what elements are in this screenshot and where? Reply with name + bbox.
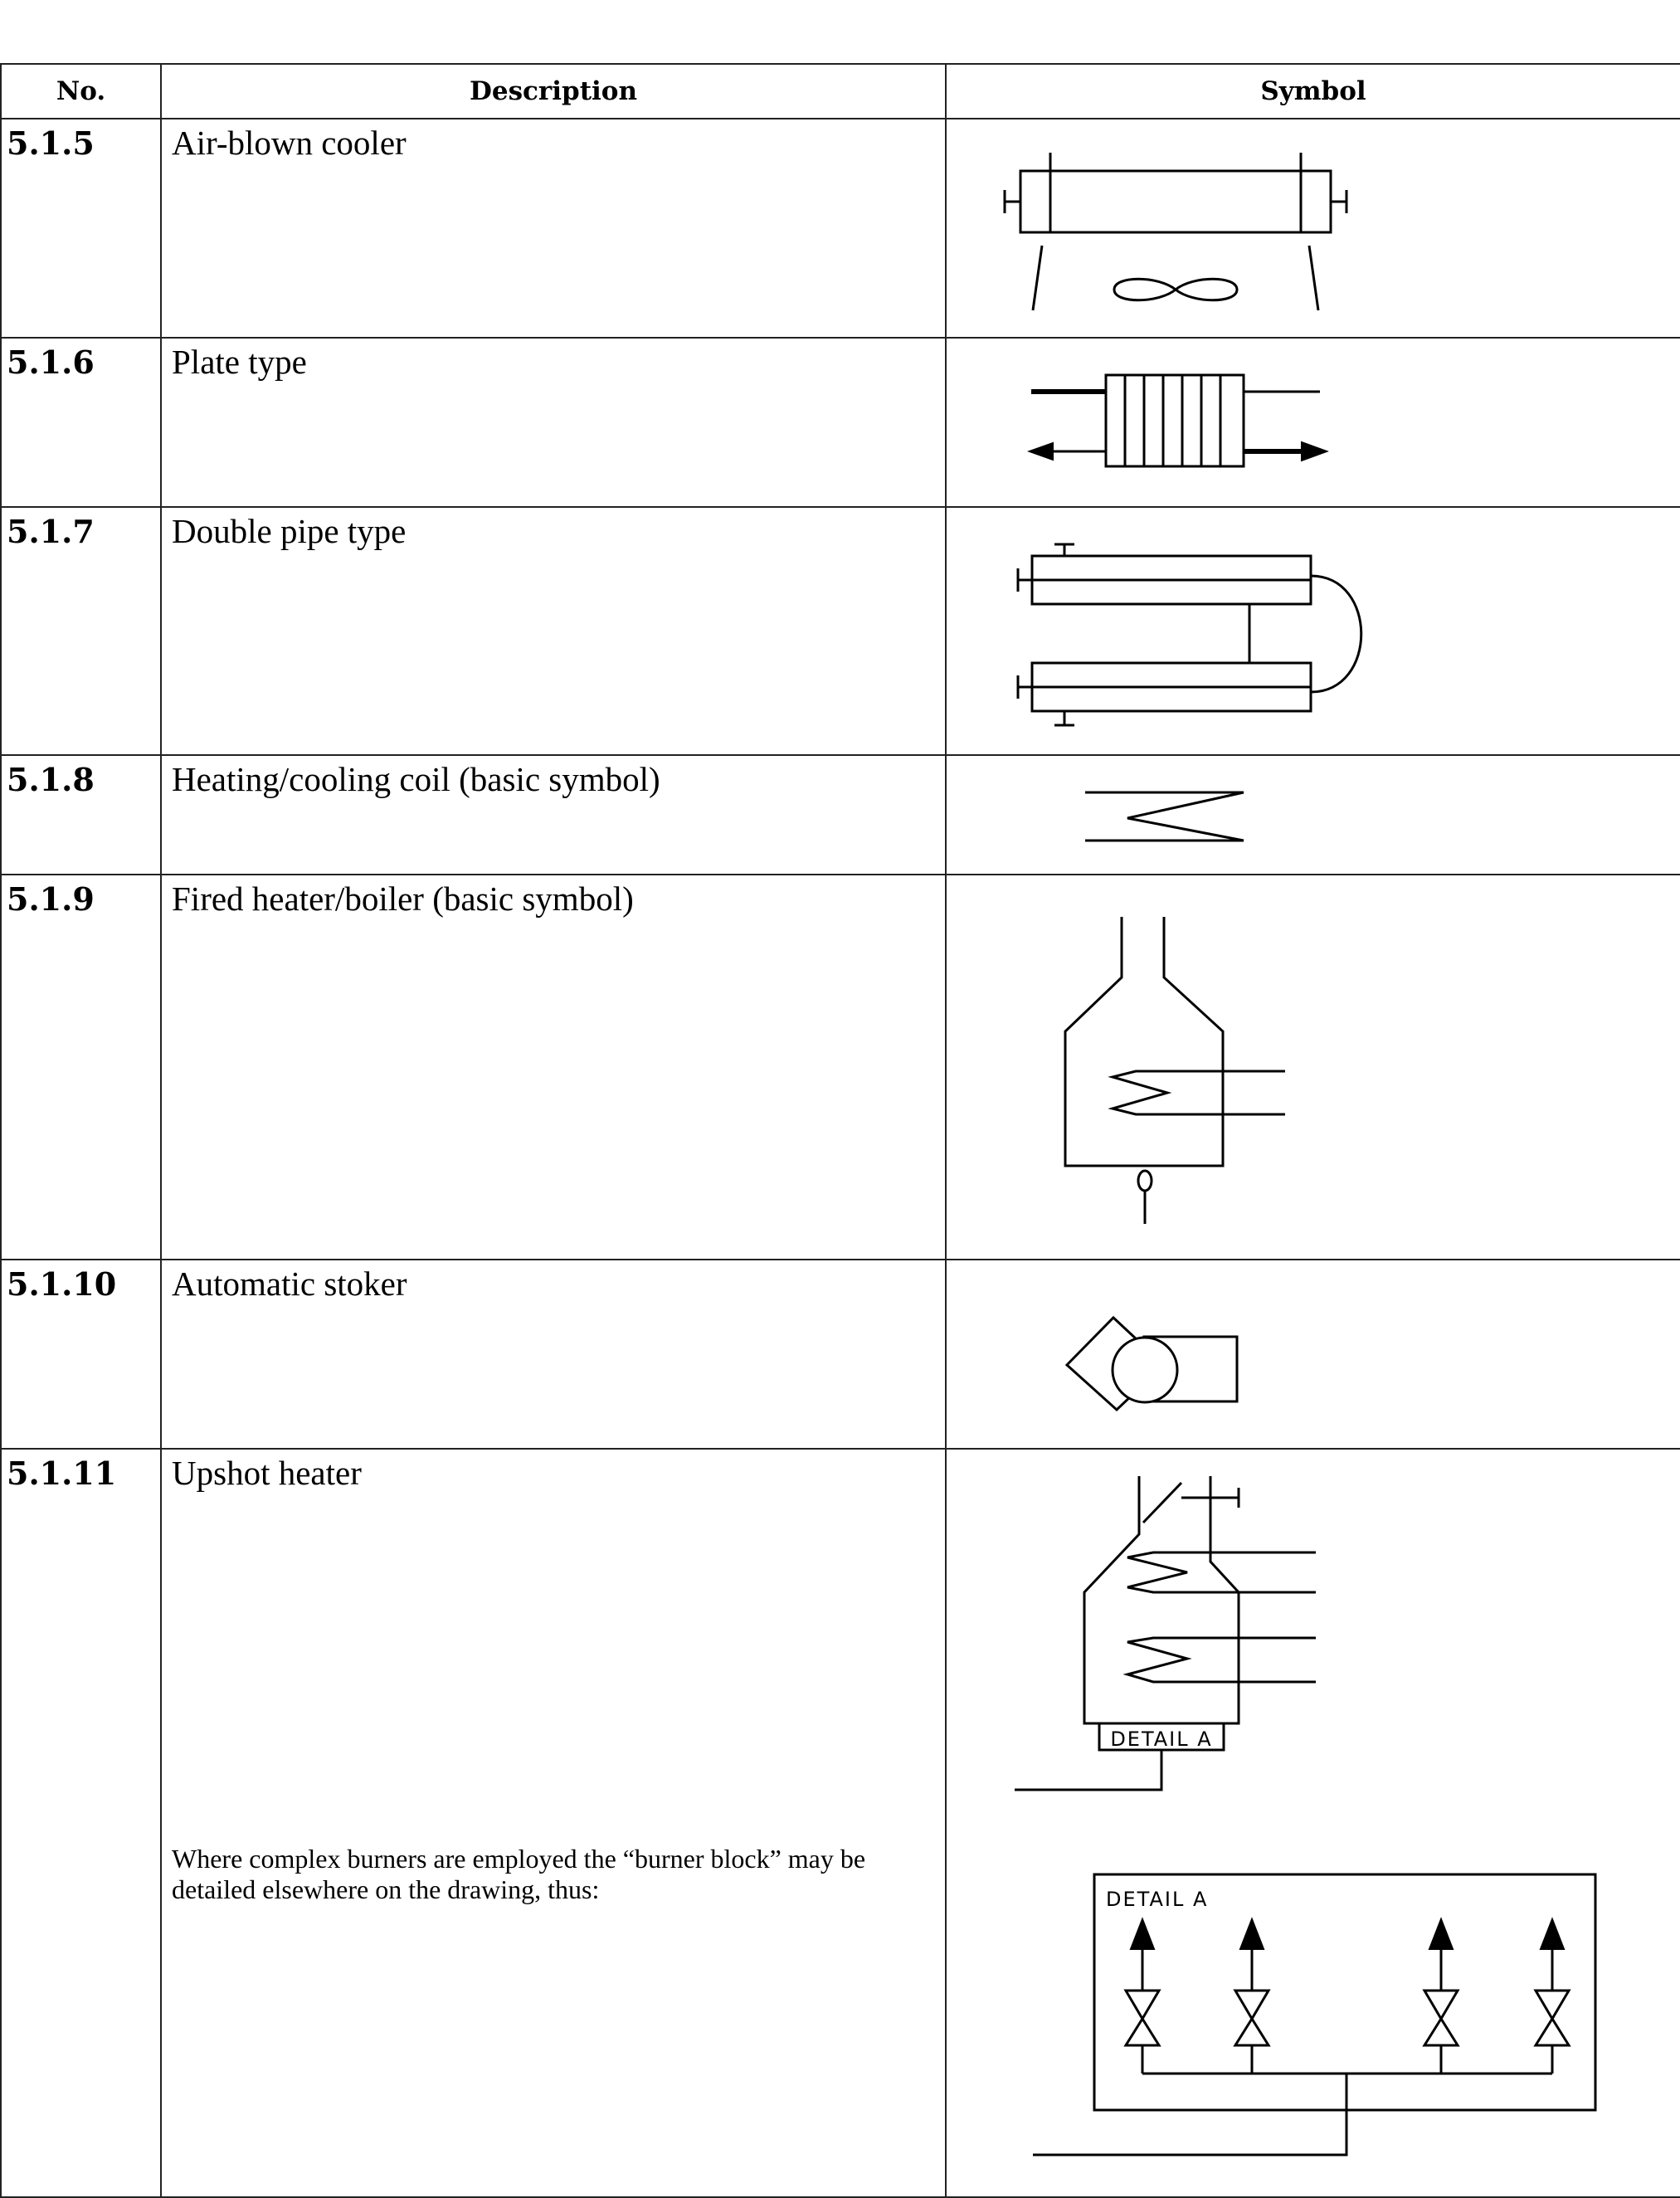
upshot-heater-symbol [947, 1450, 1680, 2196]
symbol-cell [946, 338, 1680, 507]
table-row [1, 338, 1680, 507]
symbol-cell [946, 875, 1680, 1260]
table-row [1, 875, 1680, 1260]
row-description-text: Upshot heater [172, 1454, 362, 1492]
row-number: 5.1.8 [1, 755, 161, 875]
double-pipe-type-symbol [947, 508, 1680, 754]
burner-1 [1126, 1919, 1159, 2074]
header-no: No. [1, 64, 161, 119]
burner-block-note: Where complex burners are employed the “burner block” may be detailed elsewhere on the drawing, thus: [172, 1844, 866, 1904]
symbol-cell [946, 755, 1680, 875]
automatic-stoker-symbol [947, 1260, 1680, 1448]
row-description: Air-blown cooler [161, 119, 946, 338]
row-number: 5.1.6 [1, 338, 161, 507]
detail-a-label: DETAIL A [1110, 1728, 1213, 1751]
row-number: 5.1.11 [1, 1449, 161, 2197]
row-description [161, 1449, 946, 2197]
burner-3 [1424, 1919, 1458, 2074]
row-description: Heating/cooling coil (basic symbol) [161, 755, 946, 875]
burner-2 [1235, 1919, 1269, 2074]
table-row [1, 119, 1680, 338]
header-description: Description [161, 64, 946, 119]
row-description: Automatic stoker [161, 1260, 946, 1449]
row-number: 5.1.5 [1, 119, 161, 338]
symbol-cell [946, 119, 1680, 338]
row-number: 5.1.9 [1, 875, 161, 1260]
table-row [1, 1449, 1680, 2197]
air-blown-cooler-symbol [947, 119, 1680, 337]
row-description: Double pipe type [161, 507, 946, 755]
detail-a-box-label: DETAIL A [1106, 1888, 1209, 1911]
symbol-cell [946, 507, 1680, 755]
table-row [1, 507, 1680, 755]
row-number: 5.1.10 [1, 1260, 161, 1449]
symbol-cell [946, 1449, 1680, 2197]
burner-4 [1536, 1919, 1569, 2074]
table-header-row [1, 64, 1680, 119]
fired-heater-boiler-symbol [947, 875, 1680, 1259]
header-symbol: Symbol [946, 64, 1680, 119]
symbol-cell [946, 1260, 1680, 1449]
row-description: Fired heater/boiler (basic symbol) [161, 875, 946, 1260]
row-number: 5.1.7 [1, 507, 161, 755]
symbol-table [0, 63, 1680, 2198]
table-row [1, 755, 1680, 875]
heating-cooling-coil-symbol [947, 756, 1680, 874]
plate-type-symbol [947, 339, 1680, 506]
table-row [1, 1260, 1680, 1449]
row-description: Plate type [161, 338, 946, 507]
